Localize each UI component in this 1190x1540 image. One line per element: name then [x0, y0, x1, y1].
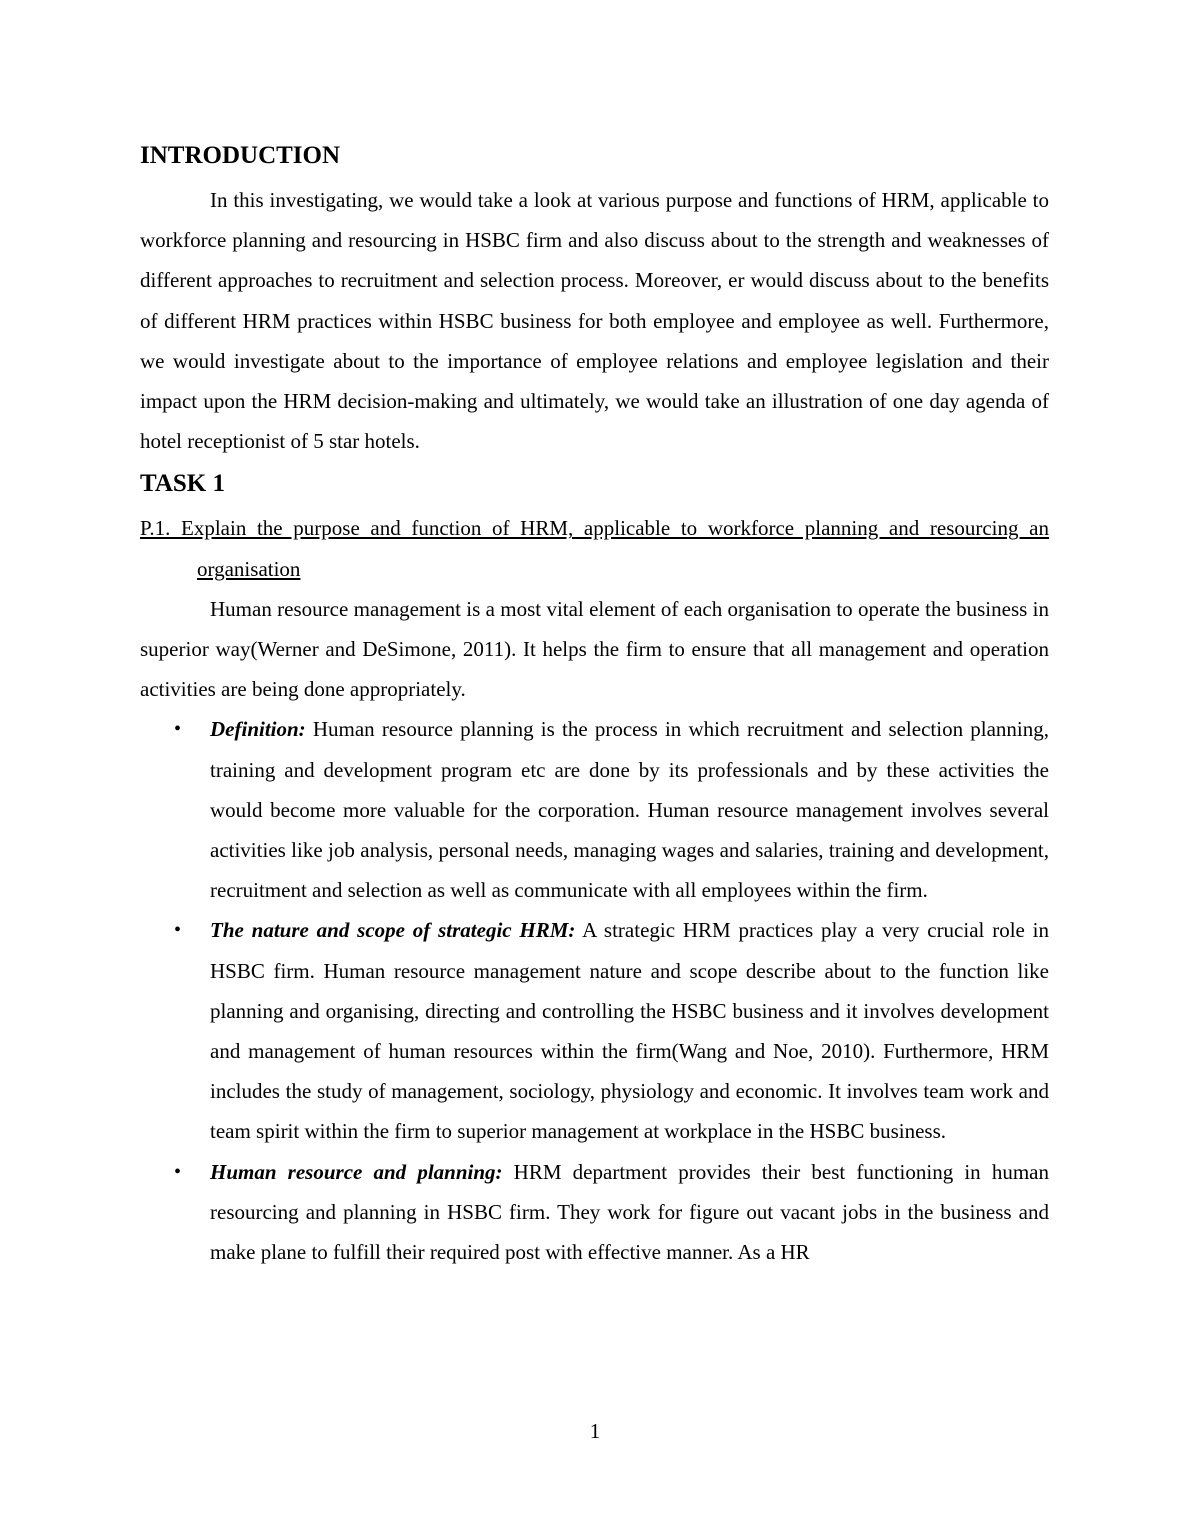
bullet-term: The nature and scope of strategic HRM:: [210, 918, 576, 943]
bullet-icon: •: [174, 718, 182, 741]
bullet-term: Definition:: [210, 717, 306, 742]
bullet-icon: •: [174, 1160, 182, 1183]
bullet-icon: •: [174, 919, 182, 942]
list-item: [140, 709, 1049, 910]
task1-heading: TASK 1: [140, 470, 225, 498]
list-item: [140, 910, 1049, 1151]
bullet-term: Human resource and planning:: [210, 1159, 503, 1184]
task1-bullet-list: [140, 709, 1049, 1272]
list-item: [140, 1152, 1049, 1273]
bullet-text: A strategic HRM practices play a very crucial role in HSBC firm. Human resource management nature and scope describe about to the function like planning and organising, directing and controlling the HSBC business and it involves development and management of human resources within the firm(Wang and Noe, 2010). Furthermore, HRM includes the study of management, sociology, physiology and economic. It involves team work and team spirit within the firm to superior management at workplace in the HSBC business.: [210, 918, 1049, 1144]
introduction-paragraph: In this investigating, we would take a look at various purpose and functions of HRM, applicable to workforce planning and resourcing in HSBC firm and also discuss about to the strength and weaknesses of different approaches to recruitment and selection process. Moreover, er would discuss about to the benefits of different HRM practices within HSBC business for both employee and employee as well. Furthermore, we would investigate about to the importance of employee relations and employee legislation and their impact upon the HRM decision-making and ultimately, we would take an illustration of one day agenda of hotel receptionist of 5 star hotels.: [140, 188, 1049, 454]
bullet-text: HRM department provides their best functioning in human resourcing and planning in HSBC firm. They work for figure out vacant jobs in the business and make plane to fulfill their required post with effective manner. As a HR: [210, 1159, 1049, 1265]
page-number: 1: [589, 1419, 601, 1443]
introduction-heading: INTRODUCTION: [140, 142, 341, 169]
bullet-text: Human resource planning is the process in which recruitment and selection planning, training and development program etc are done by its professionals and by these activities the would become more valuable for the corporation. Human resource management involves several activities like job analysis, personal needs, managing wages and salaries, training and development, recruitment and selection as well as communicate with all employees within the firm.: [210, 717, 1049, 903]
task1-subheading: P.1. Explain the purpose and function of HRM, applicable to workforce planning and resourcing an organisation: [140, 516, 1049, 581]
task1-paragraph: Human resource management is a most vital element of each organisation to operate the business in superior way(Werner and DeSimone, 2011). It helps the firm to ensure that all management and operation activities are being done appropriately.: [140, 596, 1049, 702]
document-page: [140, 136, 1049, 1272]
